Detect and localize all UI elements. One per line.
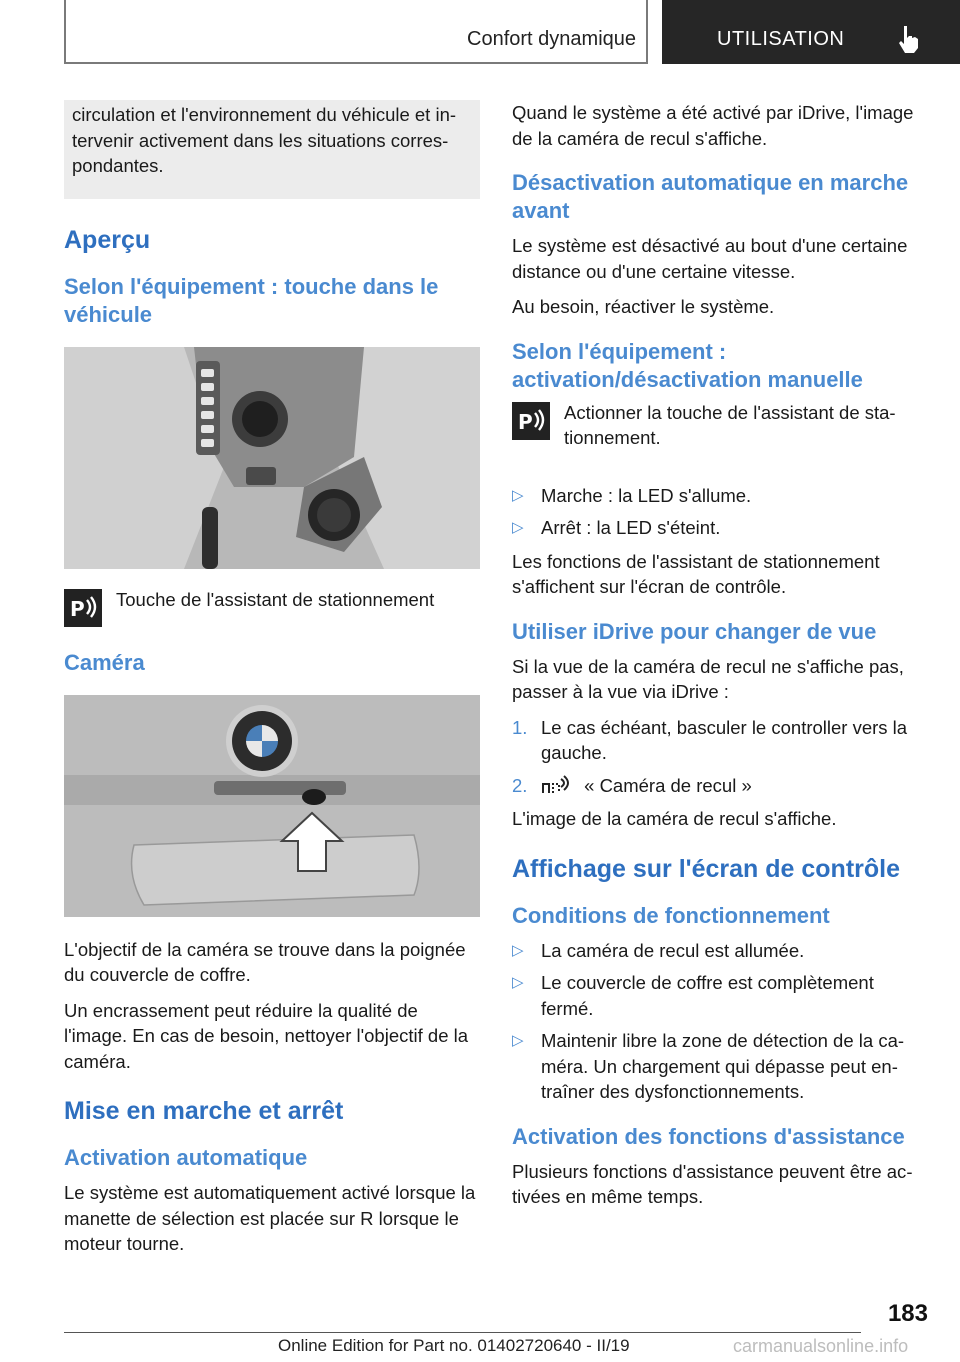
p-objectif: L'objectif de la caméra se trouve dans la poignée du couvercle de coffre. <box>64 938 466 985</box>
heading-idrive-vue: Utiliser iDrive pour changer de vue <box>512 618 877 644</box>
step-text: « Caméra de recul » <box>584 774 752 796</box>
list-item: ▷ La caméra de recul est allumée. <box>512 938 928 964</box>
heading-mise-en-marche: Mise en marche et arrêt <box>64 1097 344 1125</box>
svg-text:P: P <box>70 596 85 621</box>
intro-note: circulation et l'environnement du véhicule et intervenir activement dans les situations correspondantes. <box>72 104 457 176</box>
pointing-hand-icon <box>896 24 922 54</box>
page-number: 183 <box>887 1300 928 1327</box>
heading-affichage: Affichage sur l'écran de contrôle <box>512 854 900 883</box>
p-reactiver: Au besoin, réactiver le système. <box>512 296 775 317</box>
list-item: ▷ Le couvercle de coffre est complètement fermé. <box>512 972 874 1019</box>
p-desactivation: Le système est désactivé au bout d'une certaine distance ou d'une certaine vitesse. <box>512 235 908 282</box>
list-item: ▷ Maintenir libre la zone de détection de la caméra. Un chargement qui dépasse peut entraîner des dysfonctionnements. <box>512 1030 905 1102</box>
p-activation-automatique: Le système est automatiquement activé lorsque la manette de sélection est placée sur R lorsque le moteur tourne. <box>64 1182 476 1254</box>
step-number: 1. <box>512 716 528 738</box>
watermark: carmanualsonline.info <box>733 1336 909 1356</box>
triangle-bullet-icon: ▷ <box>512 941 524 959</box>
chapter-tab <box>662 0 960 64</box>
heading-selon-equipement: Selon l'équipement : touche dans le véhicule <box>64 273 439 327</box>
p-fonctions: Les fonctions de l'assistant de stationnement s'affichent sur l'écran de contrôle. <box>512 550 880 597</box>
step-text: Le cas échéant, basculer le controller vers la gauche. <box>541 716 908 763</box>
heading-camera: Caméra <box>64 649 145 675</box>
p-vue: Si la vue de la caméra de recul ne s'affiche pas, passer à la vue via iDrive : <box>512 655 904 702</box>
svg-text:P: P <box>518 409 533 434</box>
heading-activation-automatique: Activation automatique <box>64 1145 308 1170</box>
triangle-bullet-icon: ▷ <box>512 1032 524 1049</box>
caption-touche-row <box>64 589 480 627</box>
rear-camera-photo <box>64 695 480 917</box>
caption-touche: Touche de l'assistant de stationnement <box>116 588 435 610</box>
p-idrive-image: Quand le système a été activé par iDrive, l'image de la caméra de recul s'affiche. <box>512 102 914 149</box>
chapter-title: UTILISATION <box>717 28 845 50</box>
right-column <box>512 100 928 1220</box>
triangle-bullet-icon: ▷ <box>512 519 524 536</box>
conditions-list <box>512 938 928 1105</box>
led-list <box>512 483 928 541</box>
intro-note-box <box>64 100 480 199</box>
actionner-row <box>512 402 928 461</box>
heading-activation-manuelle: Selon l'équipement : activation/désactivation manuelle <box>512 338 863 392</box>
p-actionner: Actionner la touche de l'assistant de stationnement. <box>564 401 896 448</box>
edition-label: Online Edition for Part no. 01402720640 - II/19 <box>278 1336 630 1355</box>
heading-desactivation: Désactivation automatique en marche avant <box>512 170 909 223</box>
steps-list <box>512 715 928 799</box>
section-title: Confort dynamique <box>467 28 636 50</box>
step-item <box>512 715 928 766</box>
triangle-bullet-icon: ▷ <box>512 486 524 504</box>
step-item <box>512 773 928 799</box>
p-encrassement: Un encrassement peut réduire la qualité de l'image. En cas de besoin, nettoyer l'objectif de la caméra. <box>64 999 469 1072</box>
left-column <box>64 100 480 1267</box>
footer-divider <box>64 1332 861 1333</box>
p-image-affiche: L'image de la caméra de recul s'affiche. <box>512 808 837 829</box>
rear-camera-icon <box>541 775 571 795</box>
heading-activation-fonctions: Activation des fonctions d'assistance <box>512 1123 905 1149</box>
list-item: ▷ Marche : la LED s'allume. <box>512 483 928 509</box>
step-number: 2. <box>512 774 528 796</box>
heading-apercu: Aperçu <box>64 225 151 254</box>
p-plusieurs: Plusieurs fonctions d'assistance peuvent être activées en même temps. <box>512 1160 913 1207</box>
heading-conditions: Conditions de fonctionnement <box>512 902 830 928</box>
list-item: ▷ Arrêt : la LED s'éteint. <box>512 515 928 541</box>
triangle-bullet-icon: ▷ <box>512 974 524 991</box>
parking-assistant-icon <box>64 589 102 627</box>
center-console-photo <box>64 347 480 569</box>
parking-assistant-icon <box>512 402 550 440</box>
